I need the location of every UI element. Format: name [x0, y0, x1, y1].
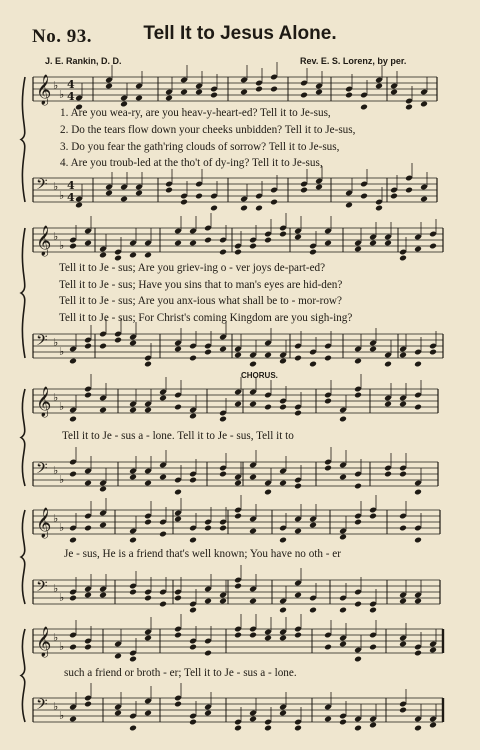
notehead — [369, 644, 377, 651]
verse-line: 4. Are you troub-led at the tho't of dy-ing? Tell it to Je-sus, — [60, 157, 323, 169]
notehead — [405, 187, 413, 194]
notehead — [345, 202, 353, 209]
notehead — [249, 716, 257, 723]
notehead — [204, 650, 212, 657]
notehead — [174, 632, 182, 639]
notehead — [69, 243, 77, 250]
notehead — [369, 240, 377, 247]
notehead — [99, 592, 107, 599]
verse-line: 3. Do you fear the gath'ring clouds of sorrow? Tell it to Je-sus, — [60, 141, 340, 153]
notehead — [339, 719, 347, 726]
flat-sign: ♭ — [53, 582, 59, 595]
notehead — [249, 243, 257, 250]
flat-sign: ♭ — [59, 591, 65, 604]
notehead — [414, 246, 422, 253]
notehead — [399, 471, 407, 478]
notehead — [189, 413, 197, 420]
notehead — [84, 343, 92, 350]
chorus-line: Je - sus, He is a friend that's well known; You have no oth - er — [64, 548, 341, 560]
notehead — [324, 644, 332, 651]
flat-sign: ♭ — [59, 400, 65, 413]
notehead — [99, 486, 107, 493]
notehead — [279, 710, 287, 717]
notehead — [369, 722, 377, 729]
notehead — [414, 650, 422, 657]
notehead — [300, 92, 308, 99]
notehead — [279, 537, 287, 544]
notehead — [339, 474, 347, 481]
treble-clef: 𝄞 — [36, 75, 52, 105]
notehead — [369, 607, 377, 614]
notehead — [309, 249, 317, 256]
notehead — [234, 249, 242, 256]
notehead — [270, 199, 278, 206]
notehead — [369, 346, 377, 353]
flat-sign: ♭ — [53, 180, 59, 193]
notehead — [414, 537, 422, 544]
chorus-label: CHORUS. — [241, 371, 278, 380]
notehead — [234, 480, 242, 487]
notehead — [219, 525, 227, 532]
notehead — [399, 255, 407, 262]
flat-sign: ♭ — [59, 345, 65, 358]
notehead — [309, 522, 317, 529]
notehead — [309, 361, 317, 368]
verse-line: 1. Are you wea-ry, are you heav-y-heart-ed? Tell it to Je-sus, — [60, 107, 331, 119]
time-signature: 4 — [67, 179, 75, 192]
notehead — [174, 346, 182, 353]
notehead — [129, 537, 137, 544]
treble-clef: 𝄞 — [36, 226, 52, 256]
notehead — [414, 725, 422, 732]
notehead — [390, 89, 398, 96]
composer-credit: Rev. E. S. Lorenz, by per. — [300, 56, 407, 66]
notehead — [294, 632, 302, 639]
system-brace — [21, 510, 25, 604]
flat-sign: ♭ — [59, 239, 65, 252]
notehead — [420, 101, 428, 108]
notehead — [204, 237, 212, 244]
notehead — [240, 89, 248, 96]
notehead — [165, 95, 173, 102]
notehead — [159, 531, 167, 538]
lyricist-credit: J. E. Rankin, D. D. — [45, 56, 122, 66]
notehead — [219, 346, 227, 353]
notehead — [294, 234, 302, 241]
notehead — [255, 205, 263, 212]
notehead — [174, 240, 182, 247]
notehead — [384, 401, 392, 408]
notehead — [180, 199, 188, 206]
notehead — [189, 607, 197, 614]
notehead — [210, 205, 218, 212]
chorus-line: Tell it to Je - sus a - lone. Tell it to Je - sus, Tell it to — [62, 430, 294, 442]
flat-sign: ♭ — [59, 88, 65, 101]
notehead — [234, 513, 242, 520]
notehead — [264, 404, 272, 411]
notehead — [399, 641, 407, 648]
flat-sign: ♭ — [53, 631, 59, 644]
notehead — [129, 656, 137, 663]
notehead — [219, 249, 227, 256]
notehead — [294, 528, 302, 535]
notehead — [174, 595, 182, 602]
notehead — [360, 193, 368, 200]
notehead — [354, 601, 362, 608]
bass-clef: 𝄢 — [36, 578, 48, 599]
notehead — [399, 352, 407, 359]
notehead — [315, 89, 323, 96]
notehead — [159, 395, 167, 402]
notehead — [114, 710, 122, 717]
notehead — [195, 89, 203, 96]
notehead — [99, 407, 107, 414]
notehead — [264, 635, 272, 642]
notehead — [234, 725, 242, 732]
notehead — [354, 725, 362, 732]
time-signature: 4 — [67, 191, 75, 204]
notehead — [84, 392, 92, 399]
bass-clef: 𝄢 — [36, 460, 48, 481]
verse-line: Tell it to Je - sus; Are you anx-ious what shall be to - mor-row? — [59, 295, 342, 307]
notehead — [249, 598, 257, 605]
notehead — [129, 252, 137, 259]
notehead — [384, 240, 392, 247]
notehead — [99, 522, 107, 529]
notehead — [294, 410, 302, 417]
notehead — [144, 710, 152, 717]
notehead — [369, 513, 377, 520]
notehead — [99, 343, 107, 350]
notehead — [399, 525, 407, 532]
notehead — [354, 246, 362, 253]
notehead — [174, 404, 182, 411]
notehead — [324, 465, 332, 472]
treble-clef: 𝄞 — [36, 387, 52, 417]
notehead — [399, 401, 407, 408]
notehead — [234, 583, 242, 590]
flat-sign: ♭ — [59, 640, 65, 653]
notehead — [204, 349, 212, 356]
notehead — [99, 252, 107, 259]
flat-sign: ♭ — [59, 521, 65, 534]
system-brace — [21, 629, 25, 722]
notehead — [240, 205, 248, 212]
notehead — [189, 477, 197, 484]
notehead — [420, 196, 428, 203]
notehead — [414, 598, 422, 605]
notehead — [75, 202, 83, 209]
notehead — [360, 104, 368, 111]
notehead — [414, 489, 422, 496]
notehead — [324, 240, 332, 247]
notehead — [189, 719, 197, 726]
notehead — [204, 525, 212, 532]
treble-clef: 𝄞 — [36, 627, 52, 657]
notehead — [219, 471, 227, 478]
flat-sign: ♭ — [59, 473, 65, 486]
notehead — [144, 595, 152, 602]
notehead — [279, 231, 287, 238]
hymn-number: No. 93. — [32, 26, 92, 47]
notehead — [354, 358, 362, 365]
notehead — [384, 361, 392, 368]
notehead — [414, 404, 422, 411]
notehead — [339, 534, 347, 541]
chorus-line: such a friend or broth - er; Tell it to Je - sus a - lone. — [64, 667, 297, 679]
notehead — [69, 471, 77, 478]
notehead — [339, 641, 347, 648]
notehead — [189, 644, 197, 651]
notehead — [84, 240, 92, 247]
verse-line: 2. Do the tears flow down your cheeks unbidden? Tell it to Je-sus, — [60, 124, 356, 136]
notehead — [189, 537, 197, 544]
notehead — [345, 92, 353, 99]
notehead — [159, 601, 167, 608]
flat-sign: ♭ — [53, 391, 59, 404]
notehead — [144, 635, 152, 642]
notehead — [219, 598, 227, 605]
notehead — [129, 725, 137, 732]
notehead — [219, 416, 227, 423]
notehead — [180, 89, 188, 96]
notehead — [84, 592, 92, 599]
notehead — [84, 525, 92, 532]
notehead — [135, 190, 143, 197]
flat-sign: ♭ — [53, 230, 59, 243]
notehead — [300, 187, 308, 194]
notehead — [144, 252, 152, 259]
notehead — [375, 205, 383, 212]
notehead — [294, 355, 302, 362]
notehead — [324, 716, 332, 723]
notehead — [174, 516, 182, 523]
notehead — [135, 95, 143, 102]
notehead — [114, 653, 122, 660]
flat-sign: ♭ — [53, 512, 59, 525]
notehead — [354, 392, 362, 399]
system-brace — [21, 389, 25, 486]
notehead — [210, 92, 218, 99]
notehead — [384, 471, 392, 478]
notehead — [324, 355, 332, 362]
notehead — [129, 407, 137, 414]
notehead — [144, 361, 152, 368]
notehead — [354, 483, 362, 490]
verse-line: Tell it to Je - sus; Have you sins that to man's eyes are hid-den? — [59, 279, 343, 291]
notehead — [189, 355, 197, 362]
notehead — [69, 416, 77, 423]
notehead — [294, 483, 302, 490]
notehead — [279, 358, 287, 365]
notehead — [414, 361, 422, 368]
hymn-title: Tell It to Jesus Alone. — [143, 23, 337, 44]
notehead — [105, 190, 113, 197]
notehead — [114, 337, 122, 344]
notehead — [114, 255, 122, 262]
flat-sign: ♭ — [53, 700, 59, 713]
notehead — [174, 489, 182, 496]
notehead — [159, 474, 167, 481]
notehead — [204, 598, 212, 605]
notehead — [399, 598, 407, 605]
notehead — [189, 240, 197, 247]
notehead — [279, 607, 287, 614]
notehead — [264, 725, 272, 732]
notehead — [249, 632, 257, 639]
notehead — [270, 86, 278, 93]
notehead — [399, 707, 407, 714]
notehead — [279, 635, 287, 642]
notehead — [144, 480, 152, 487]
treble-clef: 𝄞 — [36, 508, 52, 538]
notehead — [264, 489, 272, 496]
bass-clef: 𝄢 — [36, 696, 48, 717]
notehead — [84, 644, 92, 651]
notehead — [255, 86, 263, 93]
notehead — [429, 349, 437, 356]
notehead — [84, 701, 92, 708]
notehead — [144, 519, 152, 526]
verse-line: Tell it to Je - sus; For Christ's coming Kingdom are you sigh-ing? — [59, 312, 353, 324]
notehead — [69, 358, 77, 365]
verse-line: Tell it to Je - sus; Are you griev-ing o - ver joys de-part-ed? — [59, 262, 326, 274]
notehead — [84, 480, 92, 487]
notehead — [264, 237, 272, 244]
notehead — [144, 407, 152, 414]
notehead — [69, 537, 77, 544]
notehead — [354, 519, 362, 526]
notehead — [234, 401, 242, 408]
flat-sign: ♭ — [53, 336, 59, 349]
notehead — [264, 352, 272, 359]
notehead — [429, 647, 437, 654]
notehead — [174, 701, 182, 708]
notehead — [195, 193, 203, 200]
notehead — [165, 187, 173, 194]
notehead — [375, 83, 383, 90]
flat-sign: ♭ — [53, 464, 59, 477]
notehead — [324, 398, 332, 405]
notehead — [69, 716, 77, 723]
bass-clef: 𝄢 — [36, 176, 48, 197]
notehead — [405, 104, 413, 111]
notehead — [129, 474, 137, 481]
notehead — [129, 589, 137, 596]
time-signature: 4 — [67, 78, 75, 91]
notehead — [315, 184, 323, 191]
notehead — [339, 416, 347, 423]
notehead — [249, 361, 257, 368]
notehead — [249, 474, 257, 481]
notehead — [429, 722, 437, 729]
notehead — [129, 340, 137, 347]
notehead — [120, 196, 128, 203]
bass-clef: 𝄢 — [36, 332, 48, 353]
notehead — [309, 607, 317, 614]
notehead — [294, 725, 302, 732]
notehead — [249, 401, 257, 408]
notehead — [105, 83, 113, 90]
system-brace — [21, 77, 25, 202]
notehead — [204, 710, 212, 717]
notehead — [69, 595, 77, 602]
notehead — [429, 243, 437, 250]
notehead — [234, 632, 242, 639]
notehead — [354, 656, 362, 663]
notehead — [339, 607, 347, 614]
notehead — [390, 193, 398, 200]
flat-sign: ♭ — [53, 79, 59, 92]
notehead — [234, 352, 242, 359]
notehead — [279, 404, 287, 411]
notehead — [279, 480, 287, 487]
system-brace — [21, 228, 25, 358]
notehead — [249, 528, 257, 535]
flat-sign: ♭ — [59, 189, 65, 202]
notehead — [69, 644, 77, 651]
flat-sign: ♭ — [59, 709, 65, 722]
time-signature: 4 — [67, 90, 75, 103]
notehead — [294, 592, 302, 599]
